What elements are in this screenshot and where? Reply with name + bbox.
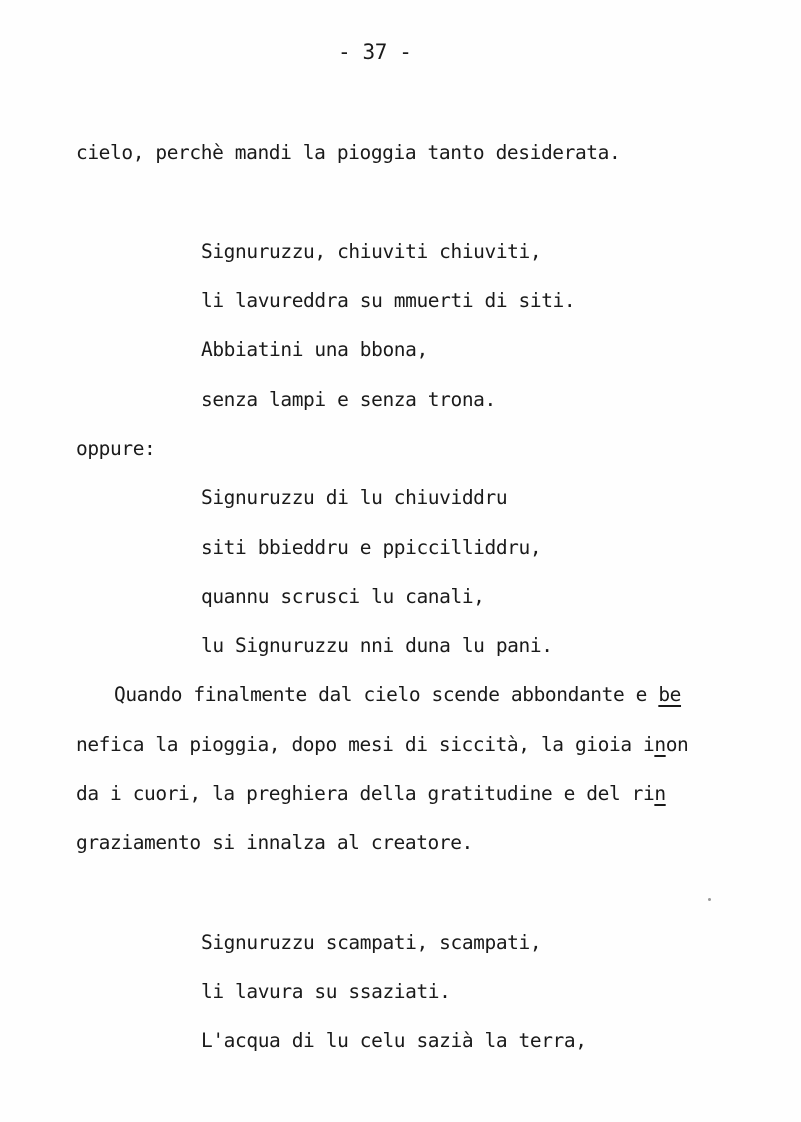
verse-line: Abbiatini una bbona, [201, 338, 428, 361]
paragraph-text: Quando finalmente dal cielo scende abbondante e [114, 683, 659, 706]
paragraph-text: da i cuori, la preghiera della gratitudine e del ri [76, 782, 655, 805]
verse-line: siti bbieddru e ppiccilliddru, [201, 536, 542, 559]
verse-line: Signuruzzu, chiuviti chiuviti, [201, 240, 542, 263]
underlined-hyphen-mark: be [658, 683, 682, 706]
page-number: - 37 - [338, 40, 412, 64]
paragraph-line [76, 733, 688, 757]
paragraph-line: graziamento si innalza al creatore. [76, 831, 473, 854]
verse-line: li lavureddra su mmuerti di siti. [201, 289, 576, 312]
verse-line: lu Signuruzzu nni duna lu pani. [201, 634, 553, 657]
verse-line: senza lampi e senza trona. [201, 388, 496, 411]
verse-line: Signuruzzu scampati, scampati, [201, 931, 542, 954]
verse-line: li lavura su ssaziati. [201, 980, 451, 1003]
underlined-hyphen-mark: n [654, 733, 666, 756]
underlined-hyphen-mark: n [654, 782, 666, 805]
paragraph-text: on [665, 733, 689, 756]
verse-line: quannu scrusci lu canali, [201, 585, 485, 608]
oppure-label: oppure: [76, 437, 156, 460]
intro-line: cielo, perchè mandi la pioggia tanto desiderata. [76, 141, 621, 164]
verse-line: L'acqua di lu celu sazià la terra, [201, 1029, 587, 1052]
paragraph-line [114, 683, 681, 707]
paragraph-text: nefica la pioggia, dopo mesi di siccità, la gioia i [76, 733, 655, 756]
paragraph-line [76, 782, 666, 806]
paper-speck [708, 898, 711, 901]
verse-line: Signuruzzu di lu chiuviddru [201, 486, 508, 509]
